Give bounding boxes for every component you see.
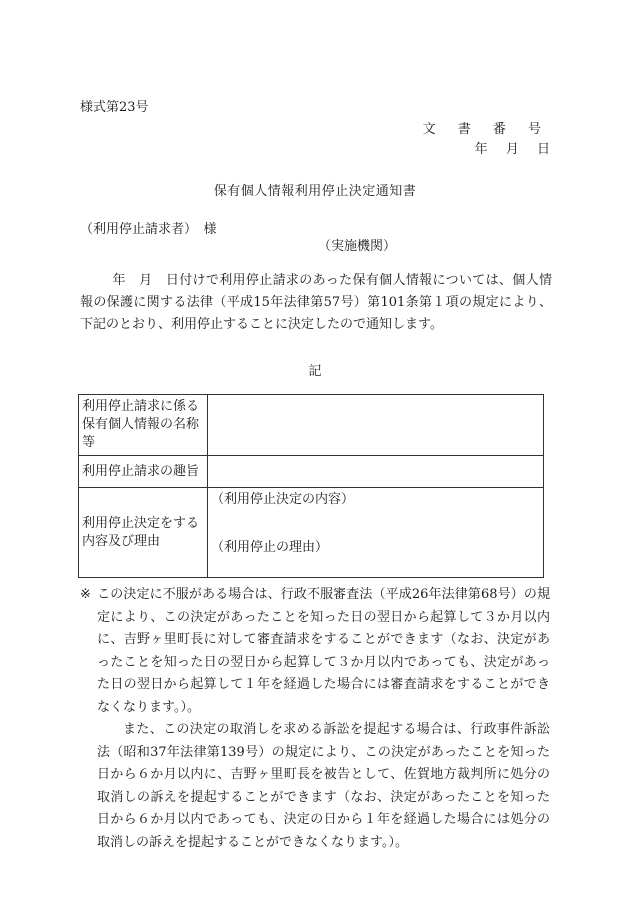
decision-content-label: （利用停止決定の内容） (211, 492, 355, 507)
reference-mark: ※ (80, 587, 91, 602)
decision-reason-label: 利用停止決定をする内容及び理由 (79, 488, 208, 578)
date-day-label: 日 (536, 142, 550, 157)
document-title: 保有個人情報利用停止決定通知書 (213, 184, 417, 199)
table-row (79, 456, 544, 488)
agency-label: （実施機関） (318, 239, 397, 254)
request-purpose-value (208, 456, 544, 488)
ki-heading: 記 (308, 364, 322, 379)
requester-addressee: （利用停止請求者） 様 (80, 222, 217, 237)
table-row (79, 488, 544, 578)
date-month-label: 月 (505, 142, 519, 157)
info-name-value (208, 395, 544, 456)
info-name-label: 利用停止請求に係る保有個人情報の名称等 (79, 395, 208, 456)
notes-section (80, 584, 550, 854)
table-row (79, 395, 544, 456)
document-number-label: 文 書 番 号 (422, 122, 550, 137)
notice-body: 年 月 日付けで利用停止請求のあった保有個人情報については、個人情報の保護に関する法律（平成15年法律第57号）第101条第１項の規定により、下記のとおり、利用停止することに決定したので通知します。 (80, 273, 552, 332)
request-purpose-label: 利用停止請求の趣旨 (79, 456, 208, 488)
decision-table (78, 394, 544, 578)
note-text-appeal: この決定に不服がある場合は、行政不服審査法（平成26年法律第68号）の規定により、この決定があったことを知った日の翌日から起算して３か月以内に、吉野ヶ里町長に対して審査請求をすることができます（なお、決定があったことを知った日の翌日から起算して３か月以内であっても、決定があった日の翌日から起算して１年を経過した場合には審査請求をすることができなくなります。）。 (97, 587, 550, 715)
note-paragraph-lawsuit: また、この決定の取消しを求める訴訟を提起する場合は、行政事件訴訟法（昭和37年法律第139号）の規定により、この決定があったことを知った日から６か月以内に、吉野ヶ里町長を被告として、佐賀地方裁判所に処分の取消しの訴えを提起することができます（なお、決定があったことを知った日から６か月以内であっても、決定の日から１年を経過した場合には処分の取消しの訴えを提起することができなくなります。）。 (97, 722, 550, 850)
note-paragraph-appeal (80, 584, 550, 719)
document-date (461, 138, 550, 157)
decision-reason-value (208, 488, 544, 578)
form-number: 様式第23号 (80, 100, 149, 115)
date-year-label: 年 (474, 142, 488, 157)
suspension-reason-label: （利用停止の理由） (211, 540, 329, 555)
